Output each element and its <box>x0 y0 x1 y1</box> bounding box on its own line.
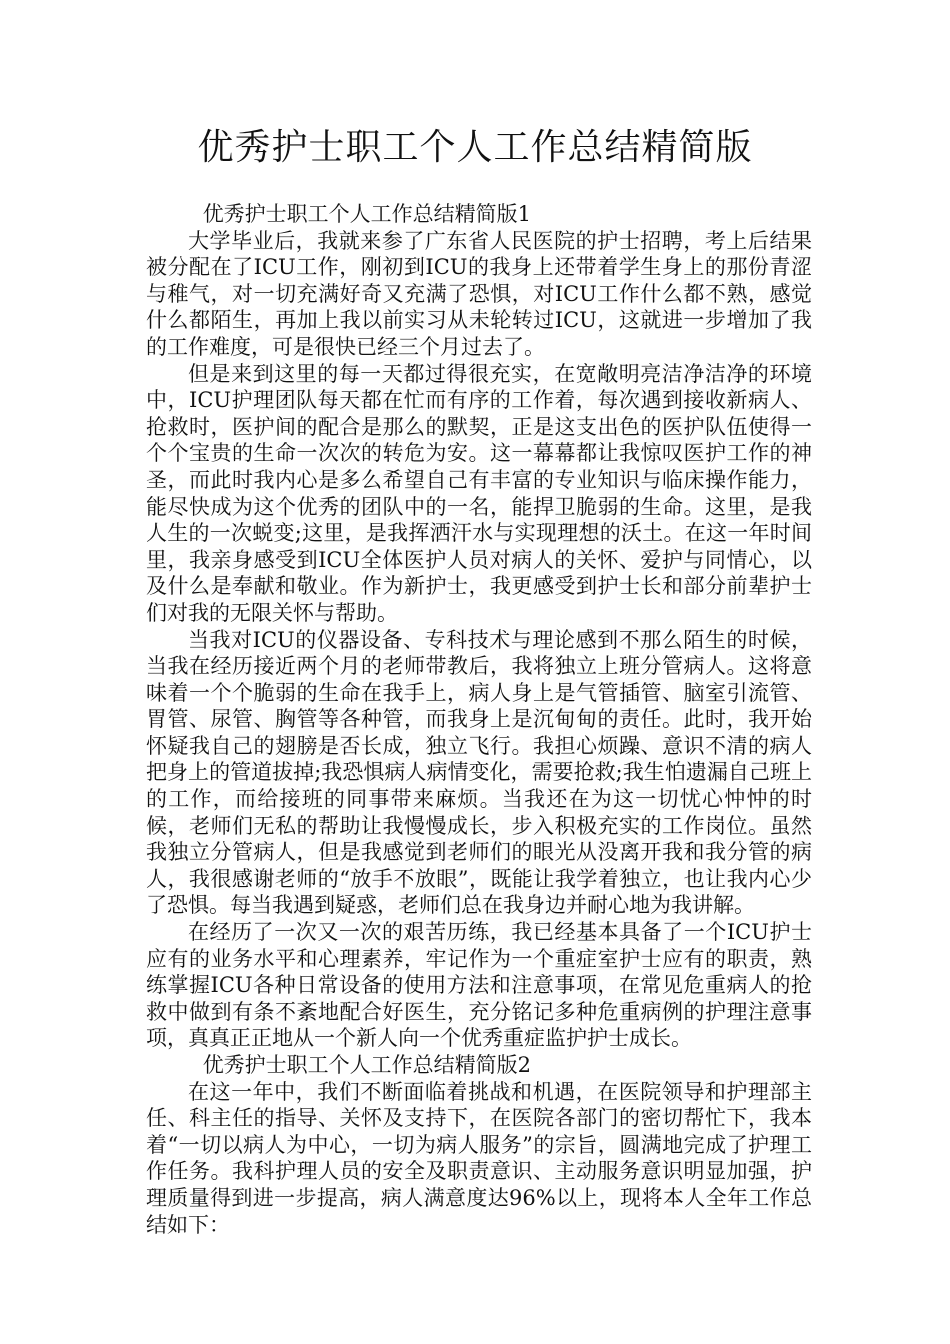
section-1-paragraph-2: 但是来到这里的每一天都过得很充实，在宽敞明亮洁净洁净的环境中，ICU护理团队每天都在忙而有序的工作着，每次遇到接收新病人、抢救时，医护间的配合是那么的默契，正是这支出色的医护队伍使得一个个宝贵的生命一次次的转危为安。这一幕幕都让我惊叹医护工作的神圣，而此时我内心是多么希望自己有丰富的专业知识与临床操作能力，能尽快成为这个优秀的团队中的一名，能捍卫脆弱的生命。这里，是我人生的一次蜕变;这里，是我挥洒汗水与实现理想的沃土。在这一年时间里，我亲身感受到ICU全体医护人员对病人的关怀、爱护与同情心，以及什么是奉献和敬业。作为新护士，我更感受到护士长和部分前辈护士们对我的无限关怀与帮助。 <box>146 361 812 625</box>
document-title: 优秀护士职工个人工作总结精简版 <box>197 127 753 168</box>
document-body <box>146 201 812 1238</box>
section-2-heading: 优秀护士职工个人工作总结精简版2 <box>202 1053 532 1077</box>
section-1-paragraph-1: 大学毕业后，我就来参了广东省人民医院的护士招聘，考上后结果被分配在了ICU工作，刚初到ICU的我身上还带着学生身上的那份青涩与稚气，对一切充满好奇又充满了恐惧，对ICU工作什么都不熟，感觉什么都陌生，再加上我以前实习从未轮转过ICU，这就进一步增加了我的工作难度，可是很快已经三个月过去了。 <box>146 228 812 359</box>
section-1-heading: 优秀护士职工个人工作总结精简版1 <box>202 202 532 226</box>
section-1-paragraph-3: 当我对ICU的仪器设备、专科技术与理论感到不那么陌生的时候，当我在经历接近两个月的老师带教后，我将独立上班分管病人。这将意味着一个个脆弱的生命在我手上，病人身上是气管插管、脑室引流管、胃管、尿管、胸管等各种管，而我身上是沉甸甸的责任。此时，我开始怀疑我自己的翅膀是否长成，独立飞行。我担心烦躁、意识不清的病人把身上的管道拔掉;我恐惧病人病情变化，需要抢救;我生怕遗漏自己班上的工作，而给接班的同事带来麻烦。当我还在为这一切忧心忡忡的时候，老师们无私的帮助让我慢慢成长，步入积极充实的工作岗位。虽然我独立分管病人，但是我感觉到老师们的眼光从没离开我和我分管的病人，我很感谢老师的“放手不放眼”，既能让我学着独立，也让我内心少了恐惧。每当我遇到疑惑，老师们总在我身边并耐心地为我讲解。 <box>146 627 812 918</box>
section-1-paragraph-4: 在经历了一次又一次的艰苦历练，我已经基本具备了一个ICU护士应有的业务水平和心理素养，牢记作为一个重症室护士应有的职责，熟练掌握ICU各种日常设备的使用方法和注意事项，在常见危重病人的抢救中做到有条不紊地配合好医生，充分铭记多种危重病例的护理注意事项，真真正正地从一个新人向一个优秀重症监护护士成长。 <box>146 920 812 1051</box>
section-2-paragraph-1: 在这一年中，我们不断面临着挑战和机遇，在医院领导和护理部主任、科主任的指导、关怀及支持下，在医院各部门的密切帮忙下，我本着“一切以病人为中心，一切为病人服务”的宗旨，圆满地完成了护理工作任务。我科护理人员的安全及职责意识、主动服务意识明显加强，护理质量得到进一步提高，病人满意度达96%以上，现将本人全年工作总结如下： <box>146 1079 812 1237</box>
